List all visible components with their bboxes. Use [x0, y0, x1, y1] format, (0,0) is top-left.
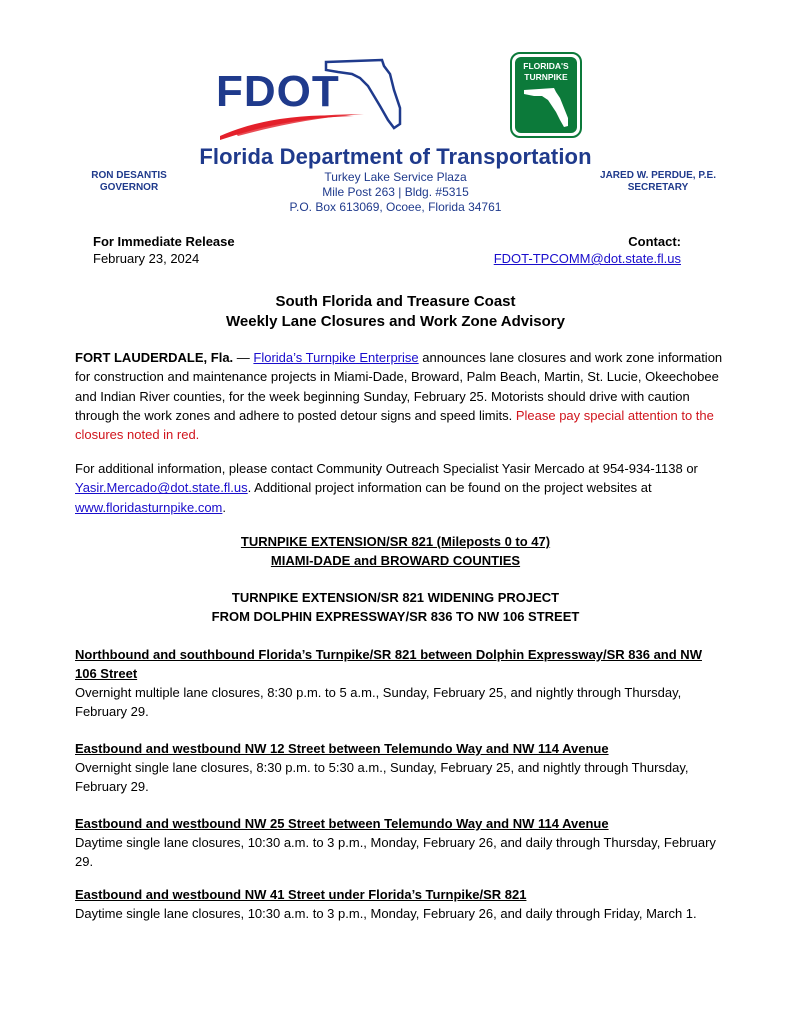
contact-text-2: . Additional project information can be found on the project websites at [247, 480, 652, 496]
governor-name: RON DESANTIS [91, 170, 167, 181]
svg-text:TURNPIKE: TURNPIKE [524, 72, 568, 82]
release-label: For Immediate Release [93, 234, 235, 249]
dateline: FORT LAUDERDALE, Fla. [75, 350, 234, 365]
contact-text-1: For additional information, please contact Community Outreach Specialist Yasir Mercado at 954-934-1138 or [75, 461, 698, 476]
release-date: February 23, 2024 [93, 251, 200, 266]
secretary-title: SECRETARY [627, 182, 689, 193]
outreach-email-link[interactable]: Yasir.Mercado@dot.state.fl.us [75, 480, 248, 496]
section-line-1: TURNPIKE EXTENSION/SR 821 (Mileposts 0 to 47) [240, 534, 551, 549]
address-line-3: P.O. Box 613069, Ocoee, Florida 34761 [289, 200, 502, 214]
closure-text: Daytime single lane closures, 10:30 a.m. to 3 p.m., Monday, February 26, and daily through Thursday, February 29. [75, 835, 716, 870]
contact-paragraph [75, 459, 725, 517]
intro-text: announces lane closures and work zone information for construction and maintenance projects in Miami-Dade, Broward, Palm Beach, Martin, St. Lucie, Okeechobee and Indian River counties, for the week beginning Sunday, February 25. Motorists should drive with caution through the work zones and adhere to posted detour signs and speed limits. [75, 350, 723, 423]
address-line-2: Mile Post 263 | Bldg. #5315 [322, 185, 469, 199]
closure-heading: Eastbound and westbound NW 41 Street under Florida’s Turnpike/SR 821 [75, 887, 527, 902]
governor-title: GOVERNOR [99, 182, 159, 193]
intro-alert-text: Please pay special attention to the closures noted in red. [75, 407, 714, 443]
closure-text: Overnight single lane closures, 8:30 p.m. to 5:30 a.m., Sunday, February 25, and nightly through Thursday, February 29. [75, 760, 689, 795]
governor-block [70, 170, 188, 194]
dateline-dash: — [233, 350, 254, 365]
closure-heading: Eastbound and westbound NW 12 Street between Telemundo Way and NW 114 Avenue [75, 741, 609, 756]
project-heading [0, 588, 791, 626]
svg-text:FDOT: FDOT [216, 67, 340, 116]
svg-text:FLORIDA'S: FLORIDA'S [523, 61, 569, 71]
contact-block [494, 233, 681, 267]
closure-text: Daytime single lane closures, 10:30 a.m. to 3 p.m., Monday, February 26, and daily through Friday, March 1. [75, 906, 697, 921]
closure-text: Overnight multiple lane closures, 8:30 p.m. to 5 a.m., Sunday, February 25, and nightly through Thursday, February 29. [75, 685, 682, 720]
contact-email-link[interactable]: FDOT-TPCOMM@dot.state.fl.us [493, 251, 681, 266]
agency-title: Florida Department of Transportation [199, 144, 592, 169]
closure-heading: Northbound and southbound Florida’s Turnpike/SR 821 between Dolphin Expressway/SR 836 and NW 106 Street [75, 647, 702, 681]
section-heading [0, 532, 791, 570]
section-line-2: MIAMI-DADE and BROWARD COUNTIES [270, 553, 521, 568]
headline-line-1: South Florida and Treasure Coast [275, 293, 516, 310]
project-line-1: TURNPIKE EXTENSION/SR 821 WIDENING PROJECT [231, 590, 560, 605]
turnpike-logo [510, 52, 582, 138]
release-block [93, 233, 235, 267]
secretary-name: JARED W. PERDUE, P.E. [600, 170, 716, 181]
headline-line-2: Weekly Lane Closures and Work Zone Advisory [226, 313, 565, 330]
turnpike-enterprise-link[interactable]: Florida’s Turnpike Enterprise [253, 350, 419, 365]
intro-paragraph [75, 348, 725, 444]
project-line-2: FROM DOLPHIN EXPRESSWAY/SR 836 TO NW 106 STREET [211, 609, 580, 624]
secretary-block [578, 170, 738, 194]
address-block [220, 170, 571, 215]
fdot-logo [214, 56, 404, 140]
headline [0, 292, 791, 332]
contact-text-3: . [222, 499, 227, 515]
address-line-1: Turkey Lake Service Plaza [324, 170, 467, 184]
website-link[interactable]: www.floridasturnpike.com [75, 499, 223, 515]
contact-label: Contact: [628, 234, 681, 249]
closure-heading: Eastbound and westbound NW 25 Street between Telemundo Way and NW 114 Avenue [75, 816, 609, 831]
